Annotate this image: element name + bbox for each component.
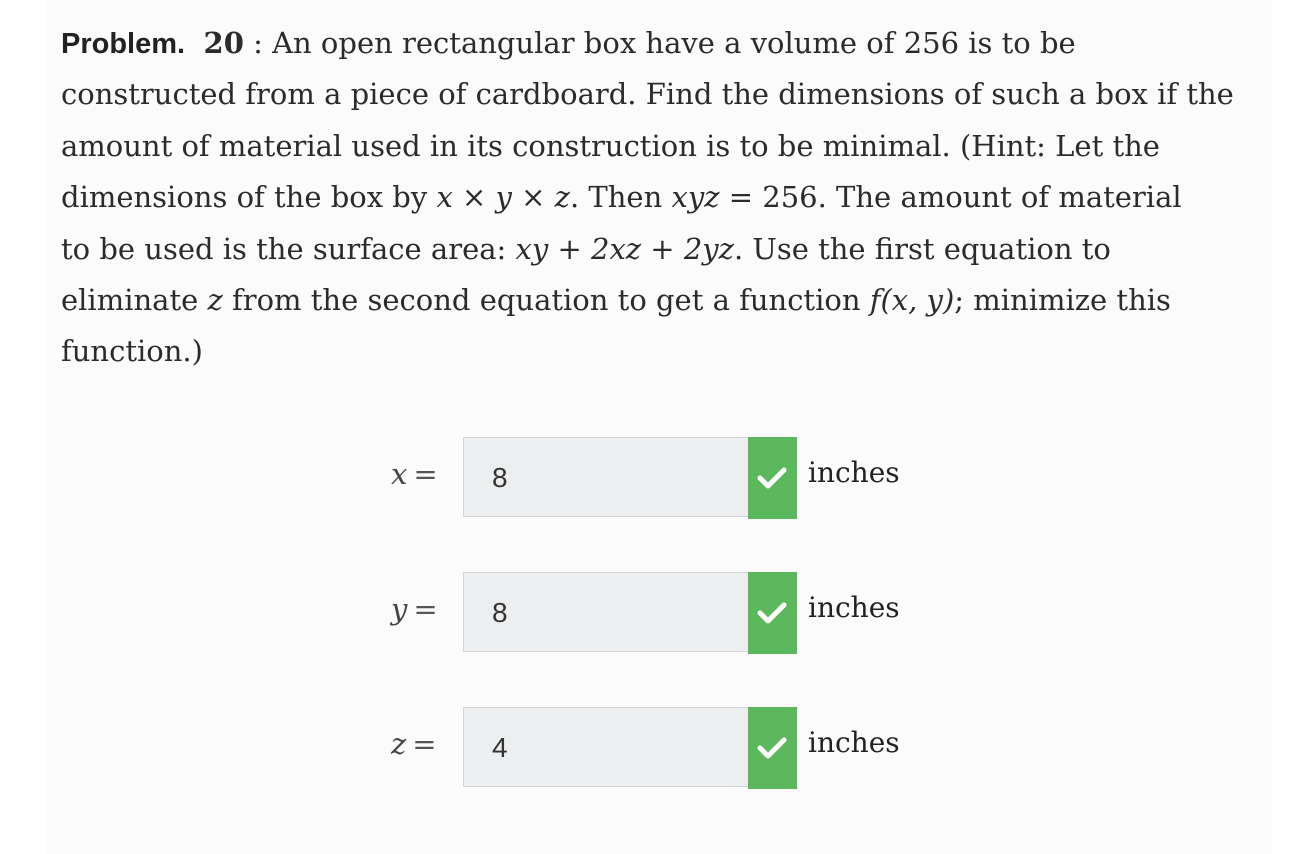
problem-text-1: : An open rectangular box have a volume of 256 is to be [243,26,1076,60]
problem-text: . Then [569,180,672,215]
problem-line-5 [61,224,1261,275]
problem-line-3: amount of material used in its construction is to be minimal. (Hint: Let the [61,128,1160,163]
checkmark-icon [757,602,787,624]
variable-name: x [391,457,408,491]
checkmark-icon [757,737,787,759]
equals-sign: = [412,727,437,761]
correct-badge [748,437,797,519]
problem-text: from the second equation to get a function [222,282,870,317]
problem-number: 20 [203,26,244,60]
problem-text: ; minimize this [954,282,1171,317]
problem-text: to be used is the surface area: [61,231,516,266]
unit-label: inches [808,456,900,489]
answer-row-z [0,707,1306,789]
problem-text: dimensions of the box by [61,180,437,215]
problem-label: Problem. [61,28,186,60]
checkmark-icon [757,467,787,489]
unit-label: inches [808,726,900,759]
variable-name: z [391,727,407,761]
problem-statement [61,18,1261,378]
problem-text: . Use the first equation to [733,231,1111,266]
math-expression: xy + 2xz + 2yz [515,231,734,266]
equals-sign: = [413,592,438,626]
answer-row-x [0,437,1306,519]
variable-name: y [391,592,408,626]
problem-line-7: function.) [61,334,203,369]
variable-label [391,457,456,491]
math-expression: xyz [671,180,720,215]
unit-label: inches [808,591,900,624]
math-expression: z [207,282,223,317]
equals-sign: = [413,457,438,491]
math-expression: f(x, y) [869,282,955,317]
answer-input-x[interactable]: 8 [463,437,748,517]
answer-row-y [0,572,1306,654]
correct-badge [748,572,797,654]
problem-line-2: constructed from a piece of cardboard. Find the dimensions of such a box if the [61,77,1234,112]
problem-text: eliminate [61,282,208,317]
problem-line-1 [61,18,1261,69]
problem-line-6 [61,275,1261,326]
problem-text: = 256. The amount of material [719,180,1182,215]
answer-input-y[interactable]: 8 [463,572,748,652]
variable-label [391,592,456,626]
problem-line-4 [61,172,1261,223]
answer-input-z[interactable]: 4 [463,707,748,787]
math-expression: x × y × z [436,180,570,215]
correct-badge [748,707,797,789]
variable-label [391,727,456,761]
